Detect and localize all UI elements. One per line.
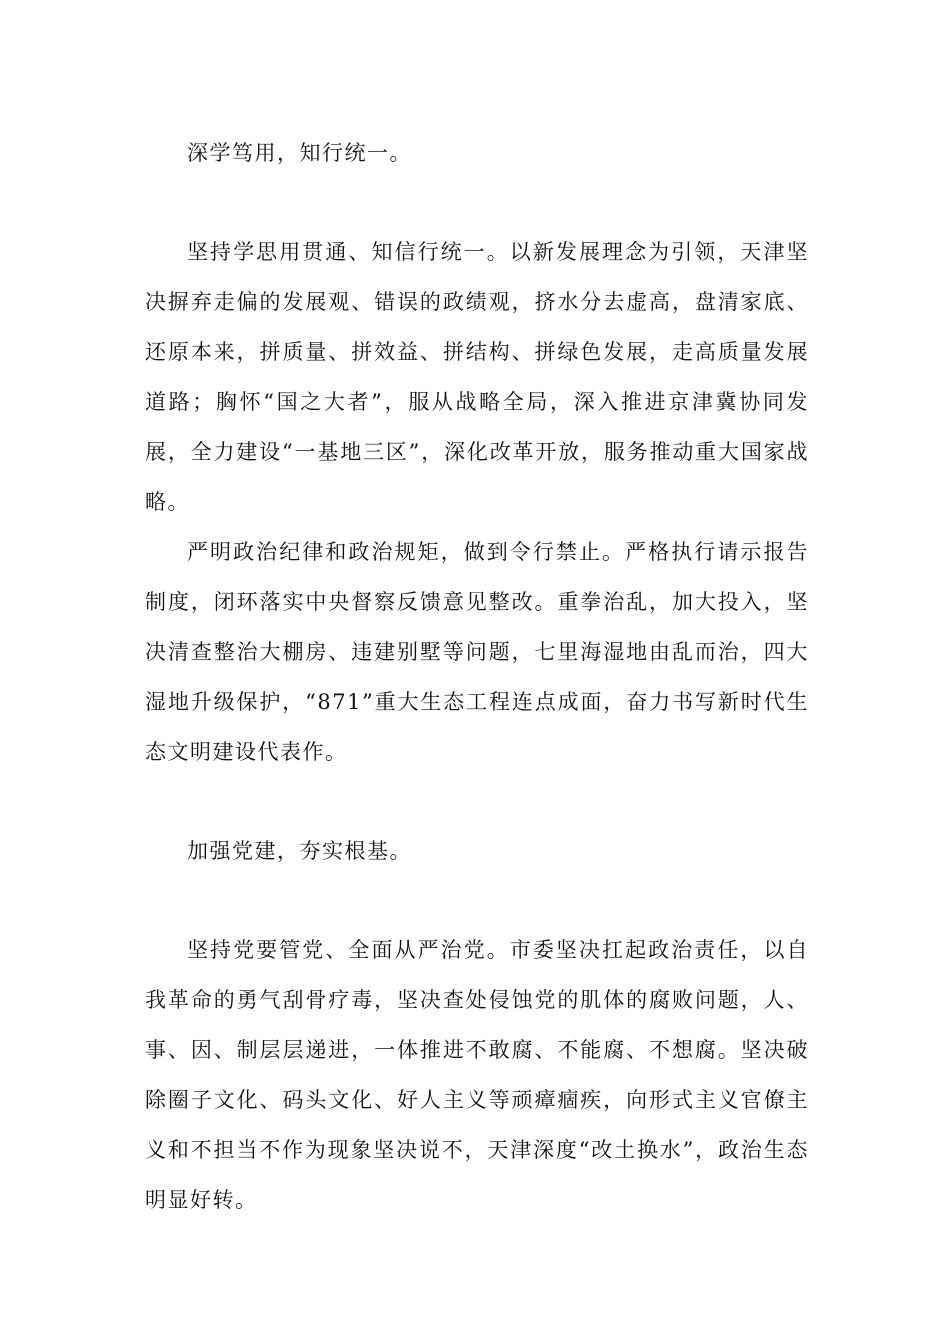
paragraph-development: 坚持学思用贯通、知信行统一。以新发展理念为引领，天津坚决摒弃走偏的发展观、错误的政绩观，挤水分去虚高，盘清家底、还原本来，拼质量、拼效益、拼结构、拼绿色发展，走高质量发展道路；胸怀“国之大者”，服从战略全局，深入推进京津冀协同发展，全力建设“一基地三区”，深化改革开放，服务推动重大国家战略。 [145, 240, 809, 514]
section-heading-party-building: 加强党建，夯实根基。 [187, 839, 412, 863]
paragraph-discipline: 严明政治纪律和政治规矩，做到令行禁止。严格执行请示报告制度，闭环落实中央督察反馈意见整改。重拳治乱，加大投入，坚决清查整治大棚房、违建别墅等问题，七里海湿地由乱而治，四大湿地升级保护，“871”重大生态工程连点成面，奋力书写新时代生态文明建设代表作。 [145, 540, 809, 764]
paragraph-party-governance: 坚持党要管党、全面从严治党。市委坚决扛起政治责任，以自我革命的勇气刮骨疗毒，坚决查处侵蚀党的肌体的腐败问题，人、事、因、制层层递进，一体推进不敢腐、不能腐、不想腐。坚决破除圈子文化、码头文化、好人主义等顽瘴痼疾，向形式主义官僚主义和不担当不作为现象坚决说不，天津深度“改土换水”，政治生态明显好转。 [145, 938, 809, 1212]
section-heading-study: 深学笃用，知行统一。 [187, 141, 412, 165]
